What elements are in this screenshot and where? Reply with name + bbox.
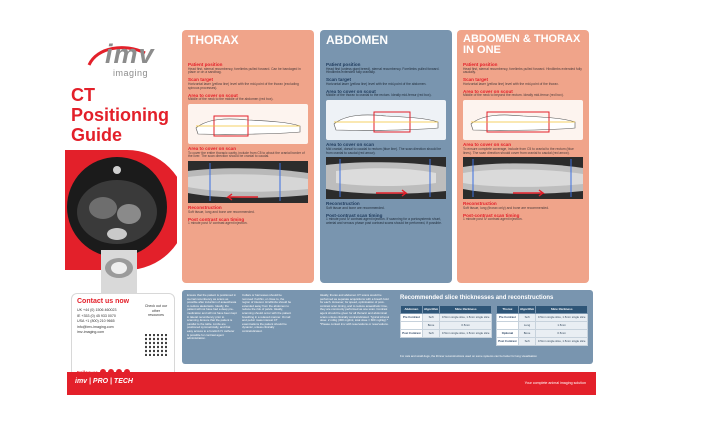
note-contrast: Ideally, thorax and abdomen CT scans would be performed as separate acquisitions with a breath hold for each. However, for speed, optimisation of post-contrast scan timing, and to reduce anaesthetic time, they are commonly performed as one scan. Contrast agent should be given for all thoracic and abdominal scans unless clinically contraindicated. Typical iohexol dose: 2 ml/kg (300 mgI/ml, total dose = 600 mgI/kg).* *Please contact imv with reservations or reservations. (320, 293, 390, 326)
thorax-scout-text: Middle of the neck to the middle of the abdomen (red box). (188, 97, 274, 102)
dog-scout-icon (326, 100, 446, 140)
contact-heading: Contact us now (77, 298, 130, 305)
note-positioning: Ensure that the patient is positioned in sternal recumbency as scans as possible after induction of anaesthesia to reduce atelectasis. Ideally, the patient will not have had a deep pre-medication and will not have been kept in lateral recumbency prior to scanning. Ensure that the patient is parallel to the table. Limbs are positioned symmetrically, and that easy access to a forelimb IV catheter is possible for contrast agent administration. (187, 293, 237, 341)
thorax-timing-heading: Post contrast scan timing (188, 216, 245, 222)
footer-tagline: Your complete animal imaging solution (524, 381, 586, 385)
table-header: Slice thickness (440, 306, 492, 314)
both-target-heading: Scan target (463, 77, 489, 83)
thorax-title: THORAX (188, 33, 239, 47)
table-cell: Pre Contrast (497, 313, 519, 321)
abdomen-scan-text: Mid cranial, dorsal to caudal to rectum (blue line). The scan direction should be from cranial to caudal (red arrow). (326, 146, 442, 155)
table-row (401, 321, 492, 329)
table-cell: 0.5mm single slice, 1.5mm single slice (440, 313, 492, 321)
table-header: Abdomen (401, 306, 423, 314)
footer-logos[interactable]: imv | PRO | TECH (75, 378, 133, 385)
contact-phone-ie[interactable]: IE +353 (0) 45 933 0070 (77, 313, 116, 318)
abdomen-recon-text: Soft tissue and bone are recommended. (326, 205, 385, 210)
table-cell: Post Contrast (498, 339, 517, 344)
note-collars: Collars or harnesses should be removed if within, or close to, the region of interest. Hindlimbs should be extended away from the abdomen to reduce the risk of pelvis. Ideally, scanning should occur with the patient breathing in a relaxed manner. On tail and pelvic mass interest CT examinations the patient should be dynamic, unless clinically contraindicated. (242, 293, 292, 333)
abdomen-scout-diagram (326, 100, 446, 140)
logo-text: imv (105, 39, 155, 69)
thorax-scan-image (188, 161, 308, 203)
contact-phone-uk[interactable]: UK +44 (0) 1506 460023 (77, 308, 117, 312)
abdomen-panel (320, 30, 452, 283)
abdomen-slice-table (400, 305, 492, 338)
logo-subtext: imaging (113, 68, 149, 78)
table-cell: Soft (518, 313, 536, 321)
both-position-heading: Patient position (463, 62, 498, 67)
table-cell: Soft (518, 337, 536, 345)
table-header: Algorithm (519, 307, 535, 312)
both-recon-text: Soft tissue, lung (thorax only) and bone are recommended. (463, 205, 549, 210)
both-scan-heading: Area to cover on scan (463, 142, 511, 148)
table-cell: 0.5mm (440, 321, 492, 329)
thorax-target-heading: Scan target (188, 77, 214, 83)
thorax-ct-icon (188, 161, 308, 203)
ct-scan-illustration (65, 150, 177, 310)
abdomen-thorax-title: ABDOMEN & THORAX IN ONE (463, 33, 581, 56)
thorax-timing-text: 1 minute post IV contrast agent injection. (188, 221, 248, 226)
table-cell: Bone (518, 329, 536, 337)
thorax-scout-diagram (188, 104, 308, 144)
both-scout-text: Middle of the neck to beyond the rectum. Ideally mid-femur (red box). (463, 93, 564, 98)
both-scan-image (463, 157, 583, 199)
both-scout-diagram (463, 100, 583, 140)
table-cell: Optional (497, 329, 519, 337)
abdomen-timing-heading: Post-contrast scan timing (326, 212, 383, 218)
thorax-scout-heading: Area to cover on scout (188, 92, 238, 98)
resources-text: Check out our other resources (144, 304, 168, 318)
both-ct-icon (463, 157, 583, 199)
both-scout-heading: Area to cover on scout (463, 88, 513, 94)
both-scan-text: To ensure complete coverage, include from C5 to cranial to the rectum (blue lines). The scan direction should cover from cranial to caudal (red arrow). (463, 146, 574, 155)
both-recon-heading: Reconstruction (463, 201, 497, 207)
table-cell: 0.5mm single slice, 1.5mm single slice (536, 337, 588, 345)
table-cell: Post Contrast (402, 331, 421, 336)
table-row (401, 329, 492, 337)
dog-scout-icon (188, 104, 308, 144)
table-cell: 1.5mm (536, 321, 588, 329)
thorax-recon-text: Soft tissue, lung and bone are recommended. (188, 209, 255, 214)
table-cell (401, 321, 423, 329)
both-timing-heading: Post-contrast scan timing (463, 212, 520, 218)
thorax-position-heading: Patient position (188, 62, 223, 67)
table-row (497, 337, 588, 345)
abdomen-scout-heading: Area to cover on scout (326, 88, 376, 94)
both-position-text: Head first, sternal recumbency, forelimbs pulled forward. Hindlimbs extended fully caudally. (463, 66, 582, 75)
imv-logo[interactable] (75, 39, 175, 77)
abdomen-thorax-panel (457, 30, 589, 283)
table-cell: Soft (422, 329, 440, 337)
qr-code-overlay (145, 334, 167, 356)
both-timing-text: 1 minute post IV contrast agent injection. (463, 217, 523, 222)
poster-title: CT Positioning Guide (71, 85, 169, 145)
abdomen-scan-heading: Area to cover on scan (326, 142, 374, 148)
both-target-text: Horizontal laser (yellow line) level with the mid-point of the thorax. (463, 81, 559, 86)
table-row (497, 329, 588, 337)
contact-email[interactable]: info@imv-imaging.com (77, 324, 114, 329)
contact-card (71, 293, 175, 381)
table-header: Algorithm (423, 307, 439, 312)
table-row (401, 313, 492, 321)
abdomen-scout-text: Middle of the thorax to cranial to the rectum. Ideally mid-femur (red box). (326, 93, 432, 98)
abdomen-timing-text: 1 minute post IV contrast agent injection. If scanning for a portosystemic shunt, arterial and venous phase post contrast scans should be performed, if possible. (326, 217, 442, 226)
table-row (497, 313, 588, 321)
info-band (182, 290, 593, 364)
table-cell: Pre Contrast (401, 313, 423, 321)
abdomen-recon-heading: Reconstruction (326, 201, 360, 207)
table-header: Slice thickness (536, 306, 588, 314)
abdomen-position-heading: Patient position (326, 62, 361, 67)
dog-scout-icon (463, 100, 583, 140)
abdomen-ct-icon (326, 157, 446, 199)
table-row (497, 321, 588, 329)
table-header: Thorax (497, 306, 519, 314)
table-cell: 0.5mm single slice, 1.5mm single slice (536, 313, 588, 321)
table-cell: Bone (422, 321, 440, 329)
table-cell: Soft (422, 313, 440, 321)
table-cell: 0.5mm single slice, 1.5mm single slice (440, 329, 492, 337)
abdomen-scan-image (326, 157, 446, 199)
abdomen-position-text: Head first (unless giant breed), sternal recumbency. Forelimbs pulled forward. Hindlimbs extended fully cranially. (326, 66, 440, 75)
thorax-scan-heading: Area to cover on scan (188, 146, 236, 152)
abdomen-target-text: Horizontal laser (yellow line) level with the mid-point of the abdomen. (326, 81, 427, 86)
thorax-scan-text: To cover the entire thoracic cavity, include from C5 to about the cranial border of the liver. The scan direction should be cranial to caudal. (188, 150, 305, 159)
contact-phone-usa[interactable]: USA +1 (800) 210 9665 (77, 319, 115, 323)
ct-positioning-poster (67, 27, 596, 395)
table-cell (497, 321, 519, 329)
slice-footnote: For cats and small dogs, the thinner reconstructions used on some systems can be better for lung visualisation (400, 354, 537, 358)
contact-website[interactable]: imv-imaging.com (77, 330, 105, 334)
table-cell: 0.5mm (536, 329, 588, 337)
abdomen-target-heading: Scan target (326, 77, 352, 83)
thorax-recon-heading: Reconstruction (188, 205, 222, 211)
footer-bar (67, 372, 596, 395)
recommended-title: Recommended slice thicknesses and reconstructions (400, 295, 554, 301)
thorax-slice-table (496, 305, 588, 346)
thorax-target-text: Horizontal laser (yellow line) level with the mid-point of the thorax (excluding spinous processes). (188, 81, 299, 90)
thorax-panel (182, 30, 314, 283)
abdomen-title: ABDOMEN (326, 33, 388, 47)
thorax-position-text: Head first, sternal recumbency, forelimbs pulled forward. Can be bandaged in place or on a sandbag. (188, 66, 301, 75)
table-cell: Lung (518, 321, 536, 329)
